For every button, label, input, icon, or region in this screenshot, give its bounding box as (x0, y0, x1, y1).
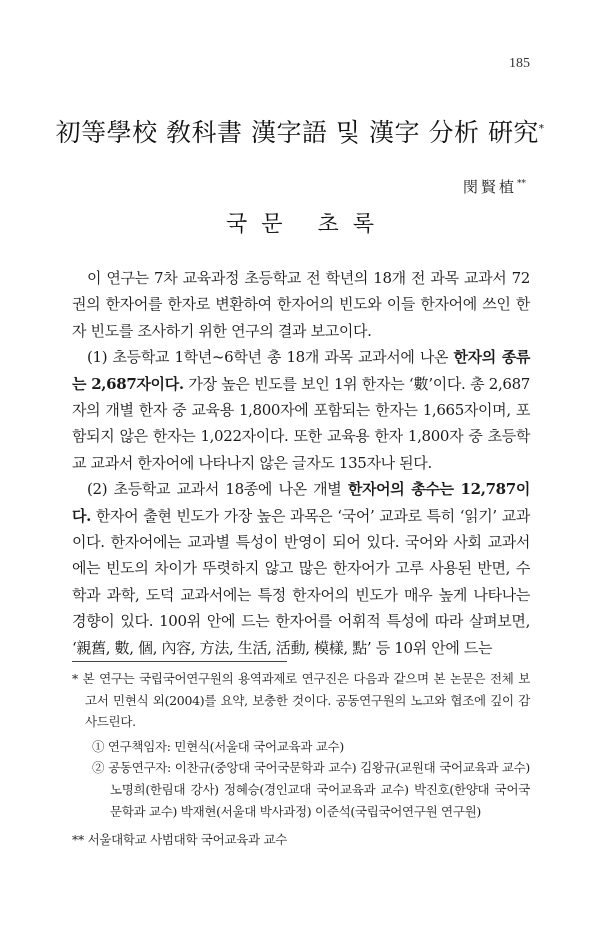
footnotes (72, 668, 530, 851)
author-name-text: 閔賢植 (462, 178, 517, 196)
paragraph-2-bold: 한자의 종류는 2,687자이다. (72, 348, 531, 393)
paper-title-text: 初等學校 敎科書 漢字語 및 漢字 分析 硏究 (55, 118, 539, 147)
paragraph-2-text-a: (1) 초등학교 1학년~6학년 총 18개 과목 교과서에 나온 (87, 348, 454, 367)
abstract-body (72, 265, 530, 661)
paper-title (0, 113, 600, 149)
paragraph-3-text-a: (2) 초등학교 교과서 18종에 나온 개별 (87, 480, 348, 499)
footnote-divider (72, 661, 287, 662)
footnote-list (72, 736, 530, 822)
footnote-item-1: ① 연구책임자: 민현식(서울대 국어교육과 교수) (92, 738, 344, 754)
paragraph-3-text-c: 한자어 출현 빈도가 가장 높은 과목은 ‘국어’ 교과로 특히 ‘읽기’ 교과이다. 한자어에는 교과별 특성이 반영이 되어 있다. 국어와 사회 교과서에는 빈도의 차이가 뚜렷하지 않고 많은 한자어가 고루 사용된 반면, 수학과 과학, 도덕 교과서에는 특정 한자어의 빈도가 매우 높게 나타나는 경향이 있다. 100위 안에 드는 한자어를 어휘적 특성에 따라 살펴보면, ‘親舊, 數, 個, 內容, 方法, 生活, 活動, 模樣, 點’ 등 10위 안에 드는 (72, 506, 530, 657)
abstract-paragraph-1: 이 연구는 7차 교육과정 초등학교 전 학년의 18개 전 과목 교과서 72권의 한자어를 한자로 변환하여 한자어의 빈도와 이들 한자어에 쓰인 한자 빈도를 조사하기 위한 연구의 결과 보고이다. (72, 269, 530, 340)
abstract-paragraph-3 (72, 476, 530, 661)
abstract-paragraph-2 (72, 344, 530, 476)
page-number: 185 (509, 56, 530, 71)
footnote-author: ** 서울대학교 사범대학 국어교육과 교수 (72, 832, 287, 848)
paragraph-3-bold: 한자어의 총수는 12,787이다. (72, 480, 530, 525)
author-footnote-mark: ** (517, 179, 526, 189)
footnote-item-2: ② 공동연구자: 이찬규(중앙대 국어국문학과 교수) 김왕규(교원대 국어교육과 교수) 노명희(한림대 강사) 정혜승(경인교대 국어교육과 교수) 박진호(한양대 국어국문학과 교수) 박재현(서울대 박사과정) 이준석(국립국어연구원 연구원) (92, 760, 530, 819)
footnote-main: * 본 연구는 국립국어연구원의 용역과제로 연구진은 다음과 같으며 본 논문은 전체 보고서 민현식 외(2004)를 요약, 보충한 것이다. 공동연구원의 노고와 협조에 깊이 감사드린다. (72, 671, 530, 730)
title-footnote-mark: * (538, 123, 545, 135)
abstract-heading: 국문 초록 (225, 212, 388, 237)
paragraph-2-text-c: 가장 높은 빈도를 보인 1위 한자는 ‘數’이다. 총 2,687자의 개별 한자 중 교육용 1,800자에 포함되는 한자는 1,665자이며, 포함되지 않은 한자는 1,022자이다. 또한 교육용 한자 1,800자 중 초등학교 교과서 한자어에 나타나지 않은 글자도 135자나 된다. (72, 374, 531, 472)
author-name (463, 176, 526, 197)
